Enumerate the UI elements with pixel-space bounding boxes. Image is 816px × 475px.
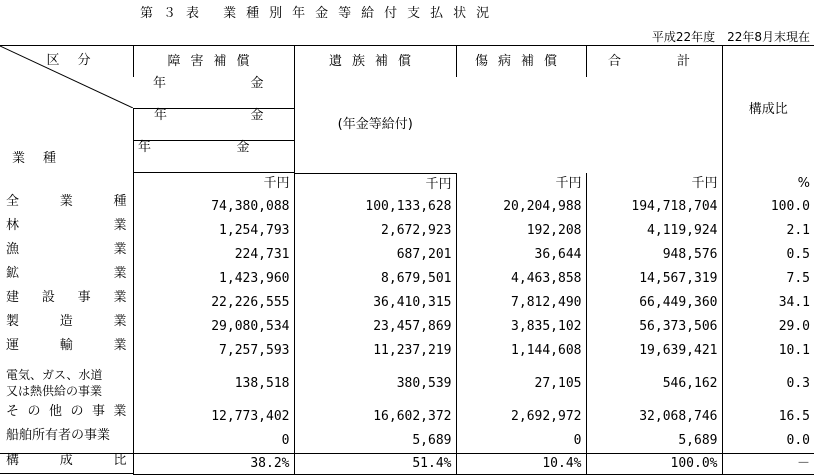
cell-survivor: 8,679,501	[294, 267, 456, 291]
composition-row	[0, 453, 814, 474]
cell-disability: 7,257,593	[133, 339, 294, 363]
header-injury-sub: 年 金	[133, 141, 294, 173]
header-total: 合 計	[586, 46, 722, 78]
cell-ratio: 0.0	[722, 429, 814, 454]
cell-injury: 1,144,608	[456, 339, 586, 363]
table-row	[0, 405, 814, 429]
cell-injury: 36,644	[456, 243, 586, 267]
table-row	[0, 429, 814, 454]
cell-total: 948,576	[586, 243, 722, 267]
cell-disability: 1,254,793	[133, 219, 294, 243]
cell-ratio: 34.1	[722, 291, 814, 315]
corner-header	[0, 46, 133, 174]
row-label: 全 業 種	[6, 193, 127, 209]
cell-injury: 27,105	[456, 363, 586, 405]
cell-ratio: 16.5	[722, 405, 814, 429]
cell-disability: 74,380,088	[133, 195, 294, 219]
corner-header-bottom: 業種	[12, 151, 75, 166]
cell-injury: 3,835,102	[456, 315, 586, 339]
unit-label: 千円	[133, 173, 294, 195]
cell-survivor: 5,689	[294, 429, 456, 454]
table-row	[0, 195, 814, 219]
cell-total: 32,068,746	[586, 405, 722, 429]
cell-disability: 1,423,960	[133, 267, 294, 291]
cell-survivor: 687,201	[294, 243, 456, 267]
cell-injury: 0	[456, 429, 586, 454]
table-row	[0, 267, 814, 291]
cell-ratio: 7.5	[722, 267, 814, 291]
header-survivor-sub: 年 金	[133, 109, 294, 141]
cell-ratio: 100.0	[722, 195, 814, 219]
table-row	[0, 291, 814, 315]
row-label: 林 業	[6, 217, 127, 233]
cell-ratio: 10.1	[722, 339, 814, 363]
table-row	[0, 315, 814, 339]
cell-survivor: 100,133,628	[294, 195, 456, 219]
cell-injury: 4,463,858	[456, 267, 586, 291]
row-label: 電気、ガス、水道 又は熱供給の事業	[6, 367, 103, 398]
header-disability-sub: 年 金	[133, 77, 294, 109]
table-row	[0, 363, 814, 405]
row-label: 建 設 事 業	[6, 289, 127, 305]
header-composition: 構成比	[722, 46, 814, 174]
cell-ratio: 29.0	[722, 315, 814, 339]
cell-survivor: 11,237,219	[294, 339, 456, 363]
cell-disability: 12,773,402	[133, 405, 294, 429]
composition-total: 100.0%	[586, 453, 722, 474]
row-label: 船舶所有者の事業	[6, 427, 111, 443]
header-total-sub: (年金等給付)	[294, 77, 456, 173]
table-row	[0, 243, 814, 267]
row-label: 漁 業	[6, 241, 127, 257]
cell-survivor: 36,410,315	[294, 291, 456, 315]
cell-ratio: 0.5	[722, 243, 814, 267]
unit-label: 千円	[586, 173, 722, 195]
cell-survivor: 23,457,869	[294, 315, 456, 339]
composition-injury: 10.4%	[456, 453, 586, 474]
cell-disability: 29,080,534	[133, 315, 294, 339]
cell-disability: 138,518	[133, 363, 294, 405]
cell-survivor: 380,539	[294, 363, 456, 405]
cell-disability: 224,731	[133, 243, 294, 267]
unit-label: 千円	[294, 173, 456, 195]
header-row-1	[0, 46, 814, 78]
cell-total: 5,689	[586, 429, 722, 454]
table-title: 第３表 業種別年金等給付支払状況	[140, 6, 500, 21]
pension-payments-table	[0, 45, 814, 475]
header-survivor: 遺族補償	[294, 46, 456, 78]
cell-ratio: 2.1	[722, 219, 814, 243]
cell-total: 194,718,704	[586, 195, 722, 219]
cell-injury: 192,208	[456, 219, 586, 243]
header-disability: 障害補償	[133, 46, 294, 78]
cell-injury: 7,812,490	[456, 291, 586, 315]
cell-total: 14,567,319	[586, 267, 722, 291]
row-label: 運 輸 業	[6, 337, 127, 353]
row-label: そ の 他 の 事 業	[6, 403, 127, 419]
as-of-date: 平成22年度 22年8月末現在	[651, 30, 810, 44]
unit-label: 千円	[456, 173, 586, 195]
row-label: 製 造 業	[6, 313, 127, 329]
table-row	[0, 339, 814, 363]
cell-disability: 22,226,555	[133, 291, 294, 315]
cell-total: 56,373,506	[586, 315, 722, 339]
table-row	[0, 219, 814, 243]
cell-total: 66,449,360	[586, 291, 722, 315]
unit-label: %	[722, 173, 814, 195]
cell-total: 546,162	[586, 363, 722, 405]
unit-row	[0, 173, 814, 195]
composition-ratio: －	[722, 453, 814, 474]
composition-survivor: 51.4%	[294, 453, 456, 474]
cell-total: 19,639,421	[586, 339, 722, 363]
cell-injury: 2,692,972	[456, 405, 586, 429]
cell-survivor: 2,672,923	[294, 219, 456, 243]
composition-label: 構 成 比	[0, 453, 133, 474]
corner-header-top: 区分	[46, 53, 109, 68]
cell-ratio: 0.3	[722, 363, 814, 405]
header-injury: 傷病補償	[456, 46, 586, 78]
cell-total: 4,119,924	[586, 219, 722, 243]
cell-survivor: 16,602,372	[294, 405, 456, 429]
cell-injury: 20,204,988	[456, 195, 586, 219]
cell-disability: 0	[133, 429, 294, 454]
composition-disability: 38.2%	[133, 453, 294, 474]
row-label: 鉱 業	[6, 265, 127, 281]
